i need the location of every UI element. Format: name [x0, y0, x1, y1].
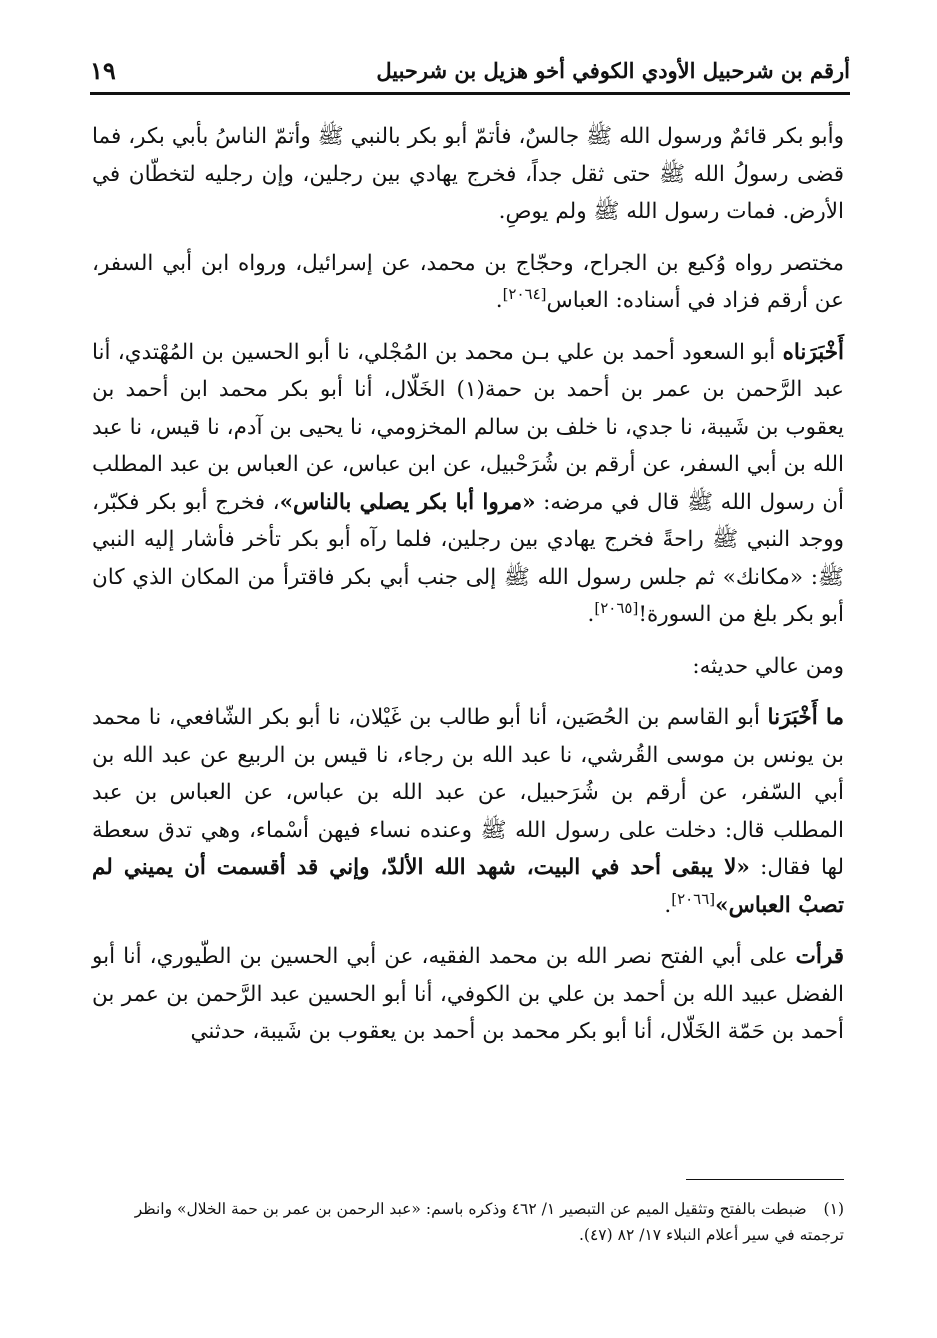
hadith-reference: [٢٠٦٤]: [502, 284, 547, 303]
paragraph-text: على أبي الفتح نصر الله بن محمد الفقيه، عن أبي الحسين بن الطّيوري، أنا أبو الفضل عبيد الله بن أحمد بن علي بن الكوفي، أنا أبو الحسين عبد الرَّحمن بن عمر بن أحمد بن حَمّة الخَلّال، أنا أبو بكر محمد بن أحمد بن يعقوب بن شَيبة، حدثني: [92, 944, 844, 1044]
paragraph-lead: أَخْبَرَناه: [782, 339, 844, 365]
hadith-reference: [٢٠٦٦]: [671, 889, 716, 908]
paragraph-lead: قرأت: [795, 944, 844, 969]
paragraph-text: ومن عالي حديثه:: [692, 653, 844, 679]
prophetic-quote: «مروا أبا بكر يصلي بالناس»: [279, 489, 536, 515]
paragraph-lead: ما أَخْبَرَنا: [767, 705, 844, 730]
footnote-text: ضبطت بالفتح وتثقيل الميم عن التبصير ١/ ٤٦٢ وذكره باسم: «عبد الرحمن بن عمر بن حمة الخلال» وانظر ترجمته في سير أعلام النبلاء ١٧/ ٨٢ (٤٧).: [134, 1200, 844, 1244]
paragraph-text: مختصر رواه وُكيع بن الجراح، وحجّاج بن محمد، عن إسرائيل، ورواه ابن أبي السفر، عن أرقم فزاد في أسناده: العباس: [92, 250, 844, 313]
paragraph-4: [92, 648, 844, 686]
paragraph-5: ما أَخْبَرَنا أبو القاسم بن الحُصَين، أنا أبو طالب بن غَيْلان، نا أبو بكر الشّافعي، نا محمد بن يونس بن موسى القُرشي، نا عبد الله بن رجاء، نا قيس بن الربيع عن عبد الله بن أبي السّفر، عن أرقم بن شُرَحبيل، عن عبد الله بن عباس، عن العباس بن عبد المطلب قال: دخلت على رسول الله ﷺ وعنده نساء فيهن أسْماء، وهي تدق سعطة لها فقال: «لا يبقى أحد في البيت، شهد الله الألدّ، وإني قد أقسمت أن يميني لم تصبْ العباس»[٢٠٦٦].: [92, 705, 844, 918]
hadith-reference: [٢٠٦٥]: [594, 598, 639, 617]
paragraph-text: أبو القاسم بن الحُصَين، أنا أبو طالب بن غَيْلان، نا أبو بكر الشّافعي، نا محمد بن يونس بن موسى القُرشي، نا عبد الله بن رجاء، نا قيس بن الربيع عن عبد الله بن أبي السّفر، عن أرقم بن شُرَحبيل، عن عبد الله بن عباس، عن العباس بن عبد المطلب قال: دخلت على رسول الله ﷺ وعنده نساء فيهن أسْماء، وهي تدق سعطة لها فقال:: [92, 705, 844, 880]
footnote-number: (١): [823, 1200, 844, 1218]
running-header: [90, 52, 850, 95]
page-number: ١٩: [90, 56, 116, 85]
header-title: أرقم بن شرحبيل الأودي الكوفي أخو هزيل بن شرحبيل: [376, 58, 850, 83]
footnotes: [92, 1196, 844, 1248]
paragraph-3: أَخْبَرَناه أبو السعود أحمد بن علي بـن محمد بن المُجْلي، نا أبو الحسين بن المُهْتدي، أنا عبد الرَّحمن بن عمر بن أحمد بن حمة(١) الخَلّال، أنا أبو بكر محمد ابن أحمد بن يعقوب بن شَيبة، نا جدي، نا خلف بن سالم المخزومي، نا يحيى بن آدم، نا قيس، نا عبد الله بن أبي السفر، عن أرقم بن شُرَحْبيل، عن ابن عباس، عن العباس بن عبد المطلب أن رسول الله ﷺ قال في مرضه: «مروا أبا بكر يصلي بالناس»، فخرج أبو بكر فكبّر، ووجد النبي ﷺ راحةً فخرج يهادي بين رجلين، فلما رآه أبو بكر تأخر فأشار إليه النبي ﷺ: «مكانك» ثم جلس رسول الله ﷺ إلى جنب أبي بكر فاقترأ من المكان الذي كان أبو بكر بلغ من السورة![٢٠٦٥].: [92, 339, 844, 627]
paragraph-text: وأبو بكر قائمٌ ورسول الله ﷺ جالسٌ، فأتمّ أبو بكر بالنبي ﷺ وأتمّ الناسُ بأبي بكر، فما قضى رسولُ الله ﷺ حتى ثقل جداً، فخرج يهادي بين رجلين، وإن رجليه لتخطّان في الأرض. فمات رسول الله ﷺ ولم يوصِ.: [92, 124, 844, 224]
footnote-divider: [686, 1179, 844, 1180]
footnote: [92, 1196, 844, 1248]
paragraph-6: [92, 938, 844, 1051]
paragraph-text: أبو السعود أحمد بن علي بـن محمد بن المُجْلي، نا أبو الحسين بن المُهْتدي، أنا عبد الرَّحمن بن عمر بن أحمد بن حمة(١) الخَلّال، أنا أبو بكر محمد ابن أحمد بن يعقوب بن شَيبة، نا جدي، نا خلف بن سالم المخزومي، نا يحيى بن آدم، نا قيس، نا عبد الله بن أبي السفر، عن أرقم بن شُرَحْبيل، عن ابن عباس، عن العباس بن عبد المطلب أن رسول الله ﷺ قال في مرضه:: [92, 339, 844, 515]
prophetic-quote: «لا يبقى أحد في البيت، شهد الله الألدّ، وإني قد أقسمت أن يميني لم تصبْ العباس»: [92, 855, 844, 918]
paragraph-2: مختصر رواه وُكيع بن الجراح، وحجّاج بن محمد، عن إسرائيل، ورواه ابن أبي السفر، عن أرقم فزاد في أسناده: العباس[٢٠٦٤].: [92, 250, 844, 313]
paragraph-continuation: ، فخرج أبو بكر فكبّر، ووجد النبي ﷺ راحةً فخرج يهادي بين رجلين، فلما رآه أبو بكر تأخر فأشار إليه النبي ﷺ: «مكانك» ثم جلس رسول الله ﷺ إلى جنب أبي بكر فاقترأ من المكان الذي كان أبو بكر بلغ من السورة!: [92, 489, 844, 627]
main-text: [92, 118, 844, 1051]
paragraph-1: [92, 118, 844, 231]
